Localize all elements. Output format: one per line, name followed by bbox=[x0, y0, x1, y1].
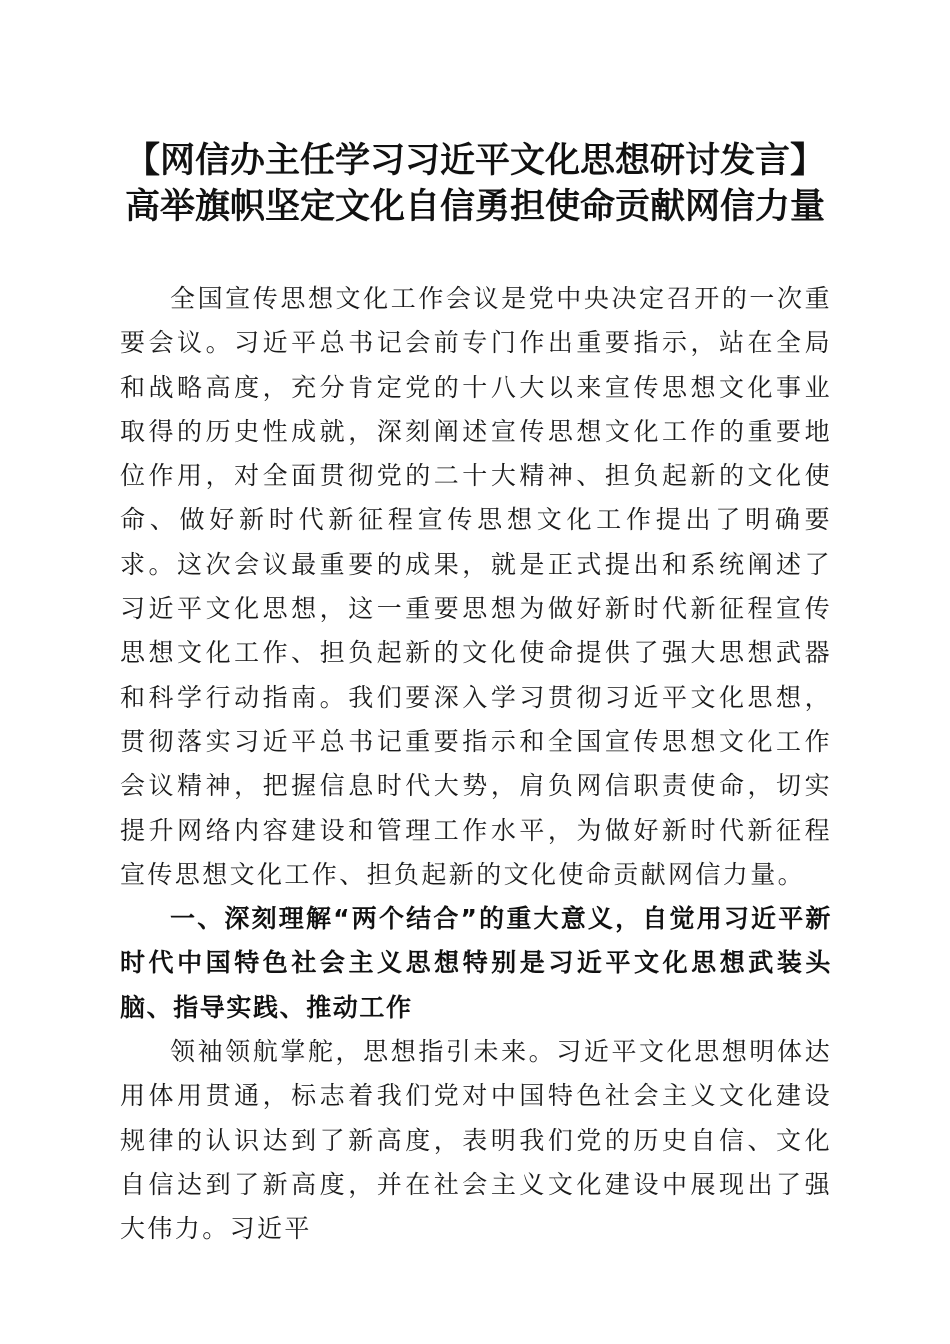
document-title-line-2: 高举旗帜坚定文化自信勇担使命贡献网信力量 bbox=[124, 186, 825, 227]
section-heading-1: 一、深刻理解“两个结合”的重大意义，自觉用习近平新时代中国特色社会主义思想特别是习近平文化思想武装头脑、指导实践、推动工作 bbox=[120, 904, 832, 1022]
body-paragraph-2: 领袖领航掌舵，思想指引未来。习近平文化思想明体达用体用贯通，标志着我们党对中国特色社会主义文化建设规律的认识达到了新高度，表明我们党的历史自信、文化自信达到了新高度，并在社会主义文化建设中展现出了强大伟力。习近平 bbox=[120, 1037, 832, 1244]
document-title-line-1: 【网信办主任学习习近平文化思想研讨发言】 bbox=[124, 140, 825, 181]
document-body bbox=[120, 277, 832, 1252]
body-paragraph-1: 全国宣传思想文化工作会议是党中央决定召开的一次重要会议。习近平总书记会前专门作出重要指示，站在全局和战略高度，充分肯定党的十八大以来宣传思想文化事业取得的历史性成就，深刻阐述宣传思想文化工作的重要地位作用，对全面贯彻党的二十大精神、担负起新的文化使命、做好新时代新征程宣传思想文化工作提出了明确要求。这次会议最重要的成果，就是正式提出和系统阐述了习近平文化思想，这一重要思想为做好新时代新征程宣传思想文化工作、担负起新的文化使命提供了强大思想武器和科学行动指南。我们要深入学习贯彻习近平文化思想，贯彻落实习近平总书记重要指示和全国宣传思想文化工作会议精神，把握信息时代大势，肩负网信职责使命，切实提升网络内容建设和管理工作水平，为做好新时代新征程宣传思想文化工作、担负起新的文化使命贡献网信力量。 bbox=[120, 284, 832, 889]
